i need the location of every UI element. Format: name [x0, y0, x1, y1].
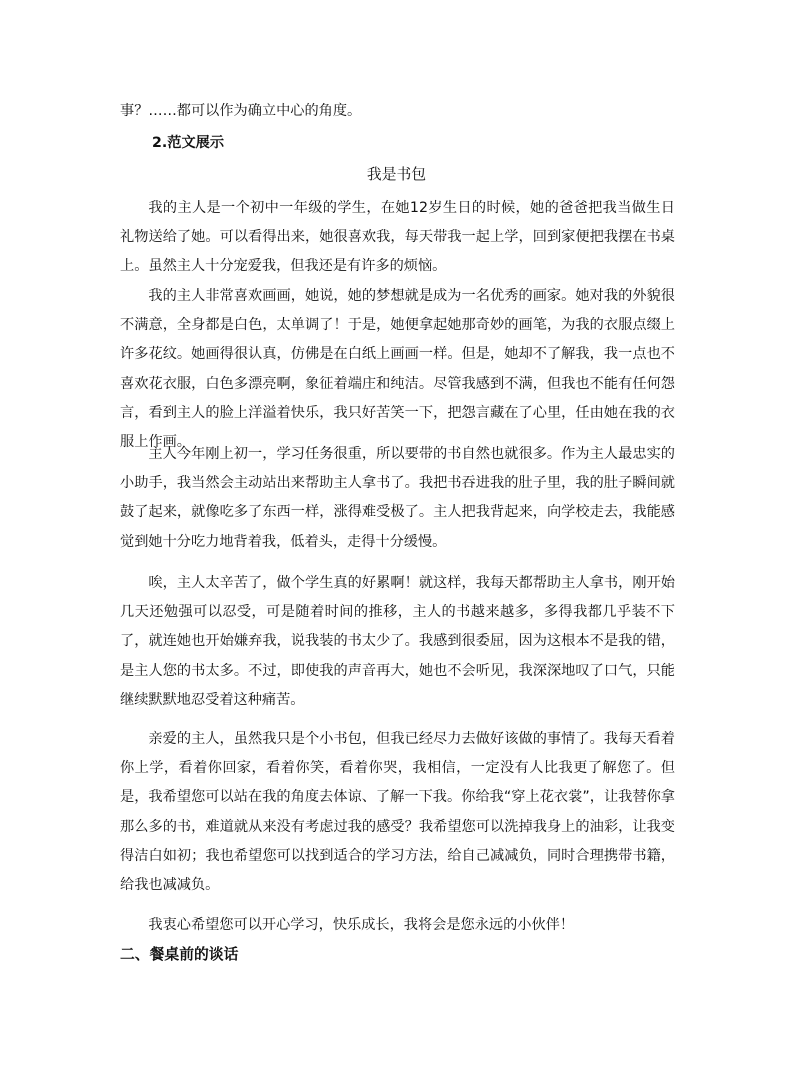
paragraph-text: 主人今年刚上初一，学习任务很重，所以要带的书自然也就很多。作为主人最忠实的小助手，我当然会主动站出来帮助主人拿书了。我把书吞进我的肚子里，我的肚子瞬间就鼓了起来，就像吃多了东西一样，涨得难受极了。主人把我背起来，向学校走去，我能感觉到她十分吃力地背着我，低着头，走得十分缓慢。: [120, 446, 675, 550]
paragraph-6: [120, 911, 675, 940]
paragraph-text: 我衷心希望您可以开心学习，快乐成长，我将会是您永远的小伙伴！: [148, 917, 575, 933]
paragraph-text: 我的主人是一个初中一年级的学生，在她12岁生日的时候，她的爸爸把我当做生日礼物送给了她。可以看得出来，她很喜欢我，每天带我一起上学，回到家便把我摆在书桌上。虽然主人十分宠爱我，但我还是有许多的烦恼。: [120, 200, 675, 275]
top-line-text: 事？……都可以作为确立中心的角度。: [120, 103, 362, 119]
paragraph-text: 唉，主人太辛苦了，做个学生真的好累啊！就这样，我每天都帮助主人拿书，刚开始几天还勉强可以忍受，可是随着时间的推移，主人的书越来越多，多得我都几乎装不下了，就连她也开始嫌弃我，说我装的书太少了。我感到很委屈，因为这根本不是我的错，是主人您的书太多。不过，即使我的声音再大，她也不会听见，我深深地叹了口气，只能继续默默地忍受着这种痛苦。: [120, 575, 675, 708]
section-heading: 2.范文展示: [152, 135, 225, 151]
next-heading: 二、餐桌前的谈话: [120, 946, 239, 963]
paragraph-2: [120, 282, 675, 457]
paragraph-1: [120, 194, 675, 282]
paragraph-5: [120, 725, 675, 900]
essay-title: 我是书包: [366, 166, 427, 183]
paragraph-3: [120, 440, 675, 557]
paragraph-text: 我的主人非常喜欢画画，她说，她的梦想就是成为一名优秀的画家。她对我的外貌很不满意，全身都是白色，太单调了！于是，她便拿起她那奇妙的画笔，为我的衣服点缀上许多花纹。她画得很认真，仿佛是在白纸上画画一样。但是，她却不了解我，我一点也不喜欢花衣服，白色多漂亮啊，象征着端庄和纯洁。尽管我感到不满，但我也不能有任何怨言，看到主人的脸上洋溢着快乐，我只好苦笑一下，把怨言藏在了心里，任由她在我的衣服上作画。: [120, 288, 675, 451]
paragraph-4: [120, 569, 675, 715]
paragraph-text: 亲爱的主人，虽然我只是个小书包，但我已经尽力去做好该做的事情了。我每天看着你上学，看着你回家，看着你笑，看着你哭，我相信，一定没有人比我更了解您了。但是，我希望您可以站在我的角度去体谅、了解一下我。你给我“穿上花衣裳”，让我替你拿那么多的书，难道就从来没有考虑过我的感受？我希望您可以洗掉我身上的油彩，让我变得洁白如初；我也希望您可以找到适合的学习方法，给自己减减负，同时合理携带书籍，给我也减减负。: [120, 731, 675, 894]
